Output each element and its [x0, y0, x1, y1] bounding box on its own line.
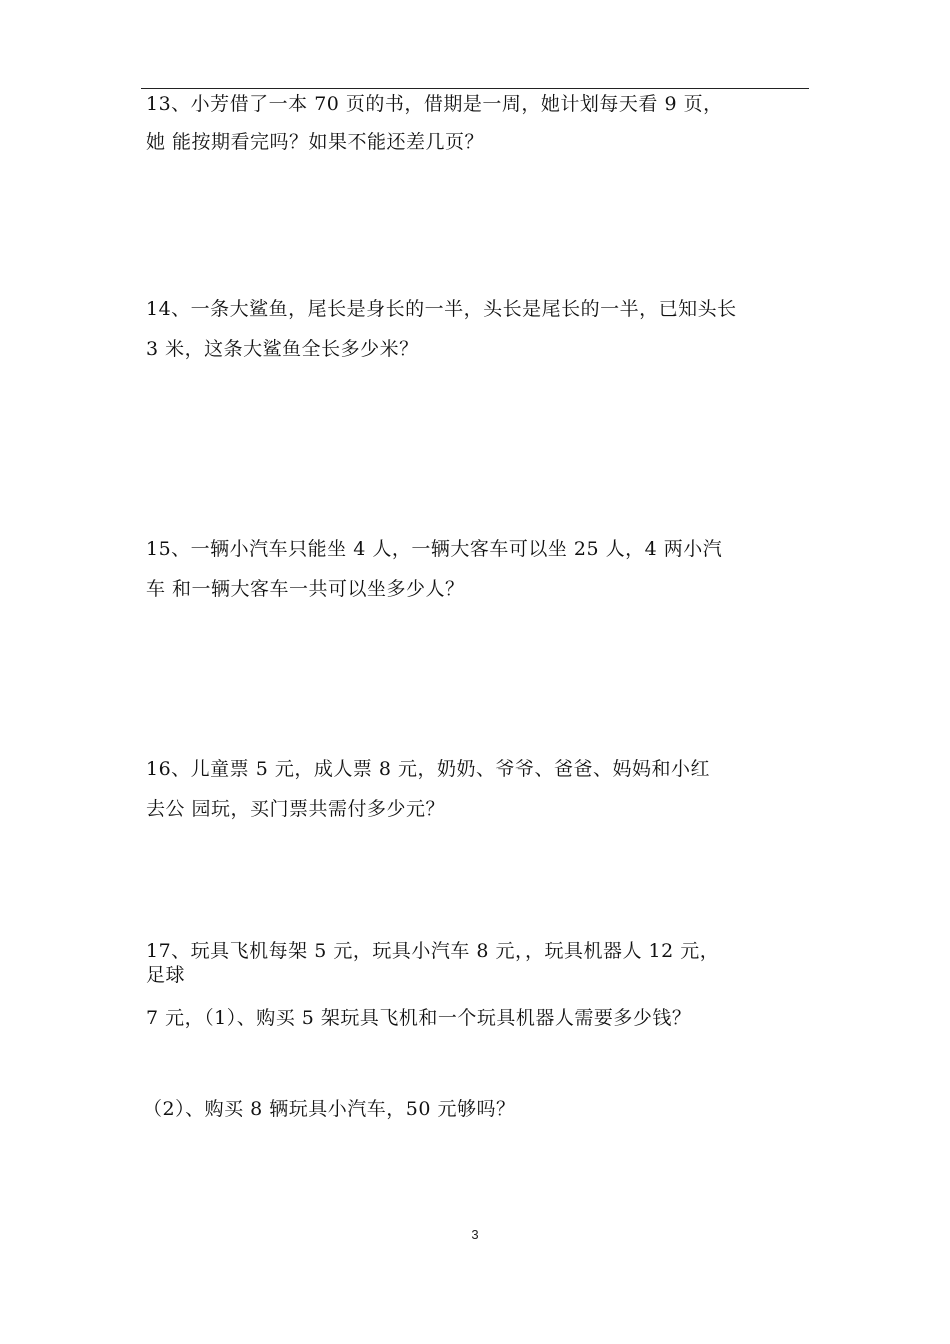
question-14-line-1: 14、一条大鲨鱼，尾长是身长的一半，头长是尾长的一半，已知头长 [146, 298, 737, 320]
question-16-line-2: 去公 园玩，买门票共需付多少元？ [146, 798, 446, 820]
question-13-line-2: 她 能按期看完吗？如果不能还差几页？ [146, 131, 485, 153]
question-15-line-2: 车 和一辆大客车一共可以坐多少人？ [146, 578, 465, 600]
question-16-line-1: 16、儿童票 5 元，成人票 8 元，奶奶、爷爷、爸爸、妈妈和小红 [146, 758, 711, 780]
question-17-line-3: 7 元，（1）、购买 5 架玩具飞机和一个玩具机器人需要多少钱？ [146, 1007, 692, 1029]
question-17-line-4: （2）、购买 8 辆玩具小汽车，50 元够吗？ [143, 1098, 516, 1120]
header-rule [141, 88, 809, 89]
question-13-line-1: 13、小芳借了一本 70 页的书，借期是一周，她计划每天看 9 页， [146, 93, 723, 115]
question-14-line-2: 3 米，这条大鲨鱼全长多少米？ [146, 338, 419, 360]
question-15-line-1: 15、一辆小汽车只能坐 4 人，一辆大客车可以坐 25 人，4 两小汽 [146, 538, 723, 560]
question-17-line-1: 17、玩具飞机每架 5 元，玩具小汽车 8 元，，玩具机器人 12 元， [146, 940, 720, 962]
page-number: 3 [471, 1227, 479, 1242]
question-17-line-2: 足球 [146, 964, 186, 986]
